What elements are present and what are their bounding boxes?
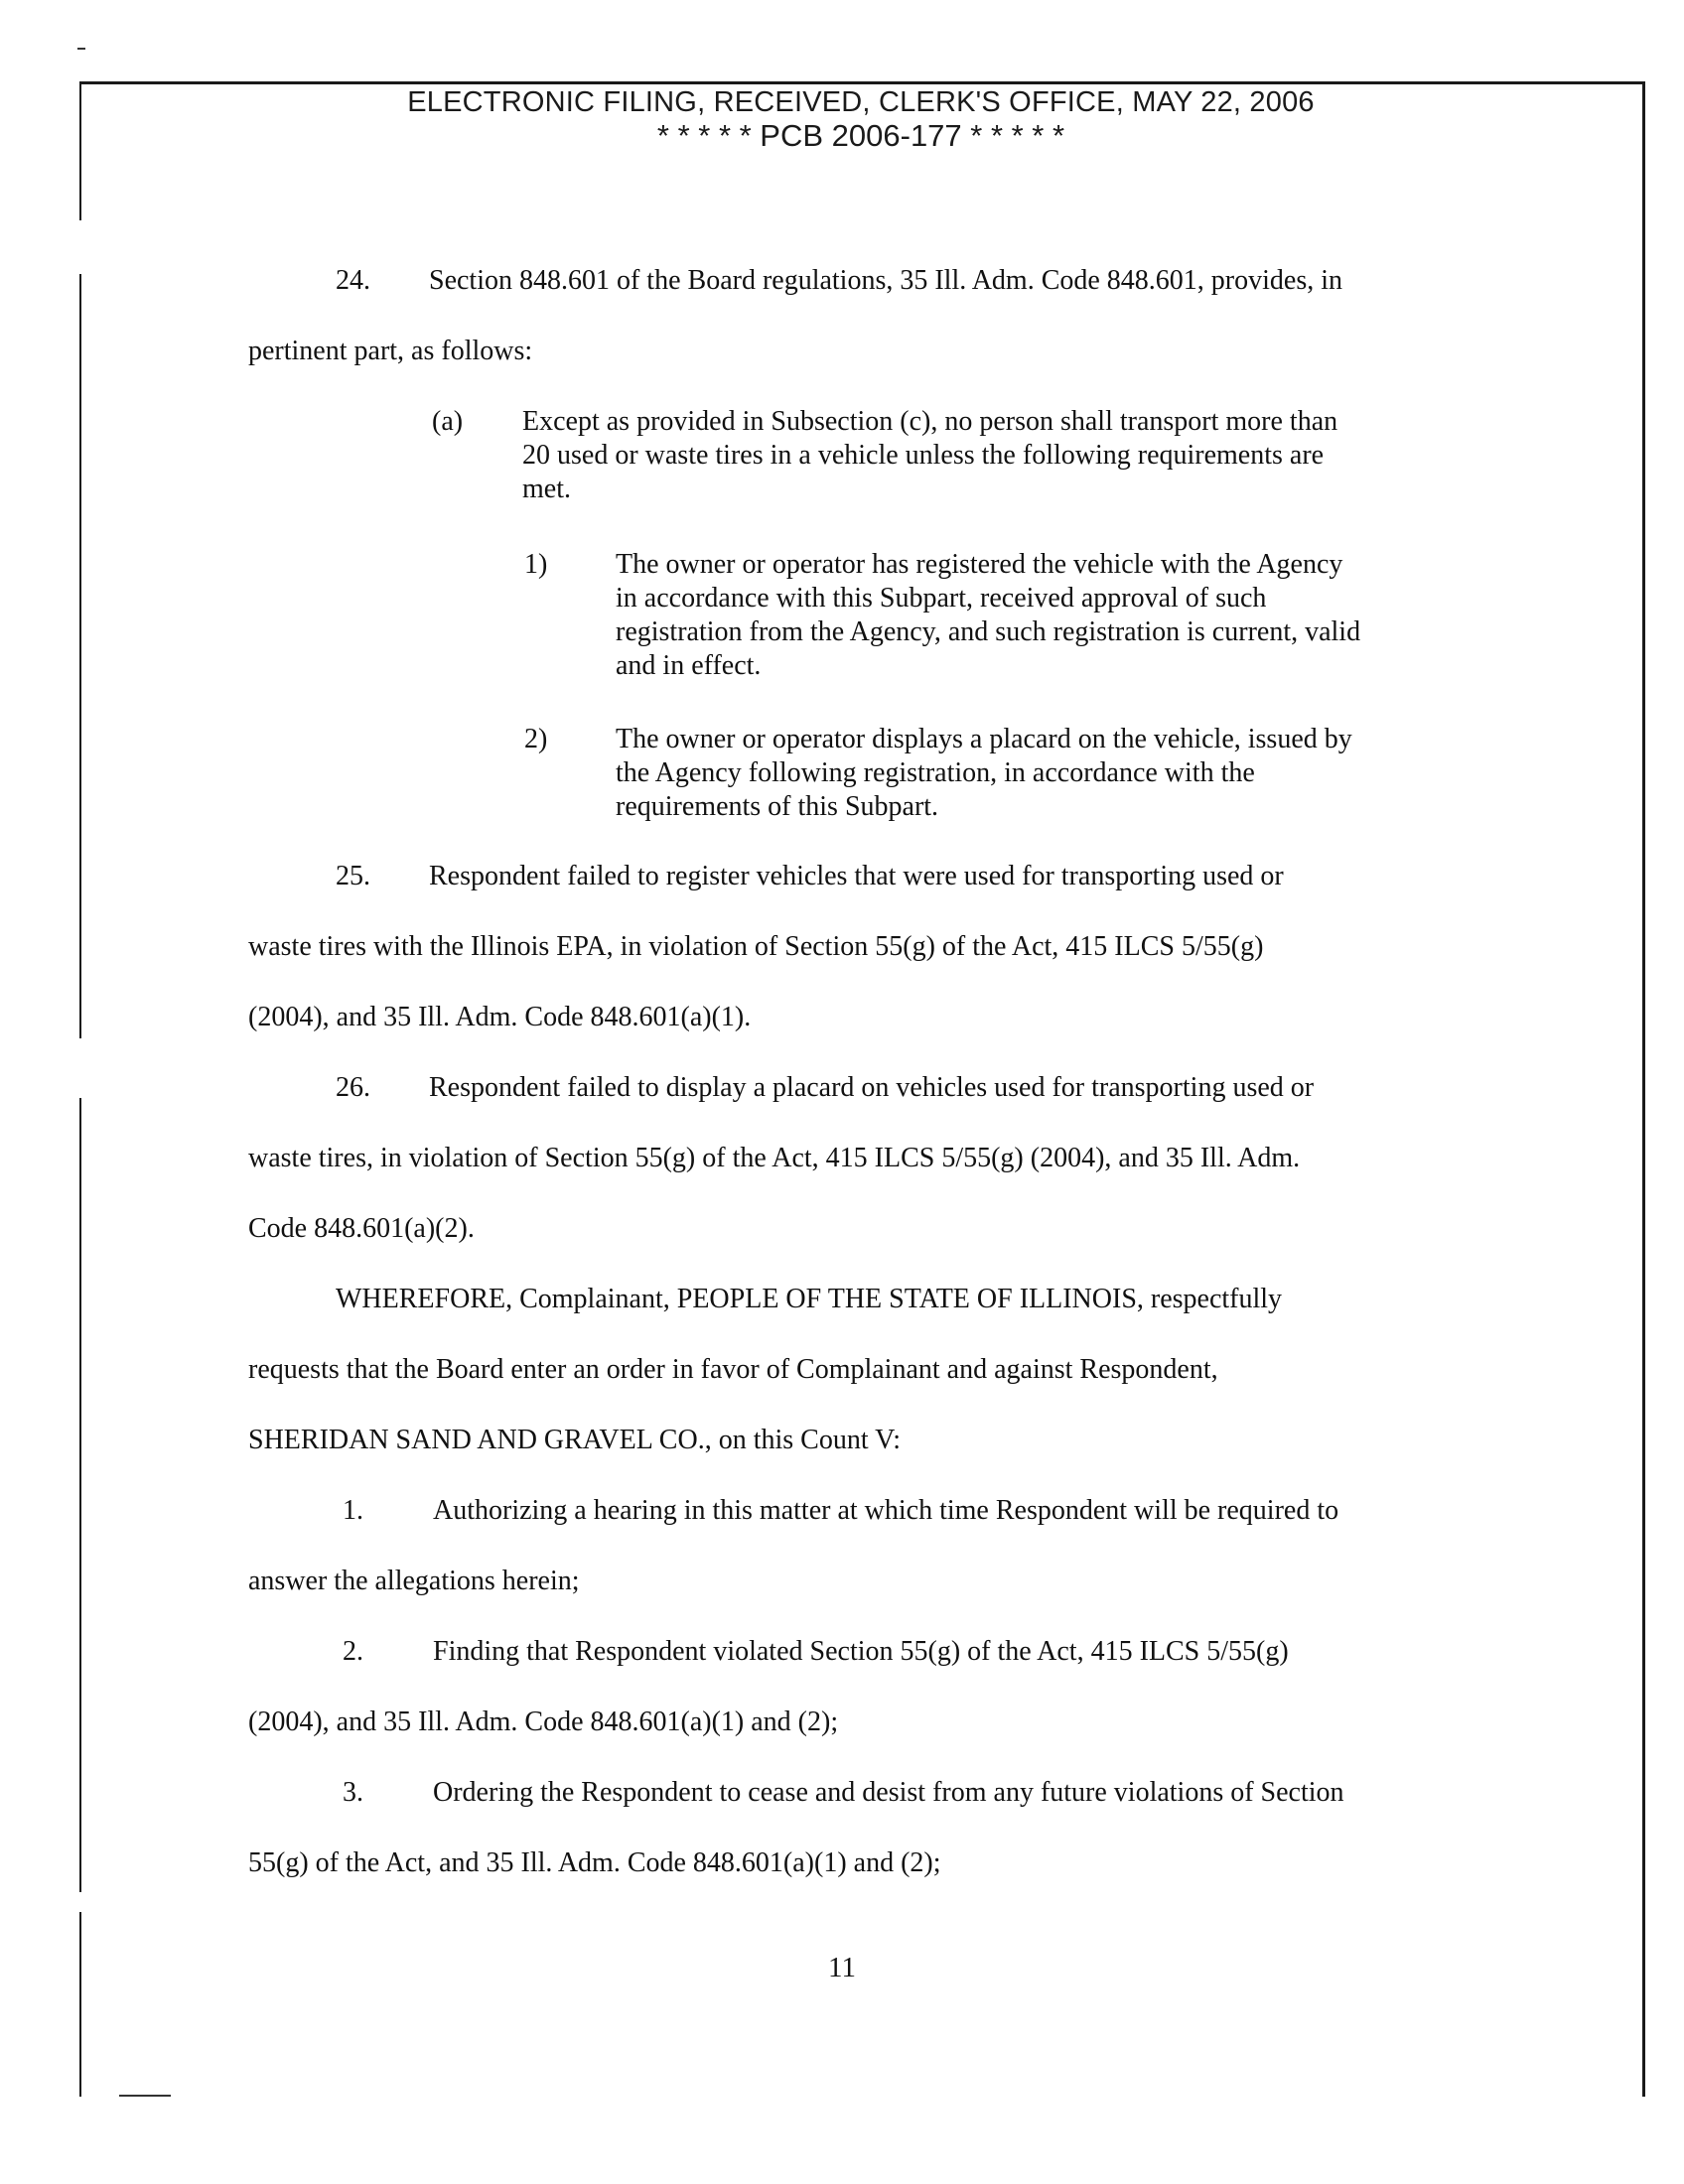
page-number: 11 xyxy=(828,1952,856,1983)
relief-2-line: Finding that Respondent violated Section 55(g) of the Act, 415 ILCS 5/55(g) xyxy=(433,1636,1289,1667)
paragraph-26-line: Code 848.601(a)(2). xyxy=(248,1213,475,1244)
paragraph-25-line: Respondent failed to register vehicles that were used for transporting used or xyxy=(429,861,1284,891)
quote-a-line: Except as provided in Subsection (c), no person shall transport more than xyxy=(522,406,1338,437)
relief-number: 2. xyxy=(343,1636,363,1667)
stamp-frame-right xyxy=(1642,81,1645,2097)
relief-2-line: (2004), and 35 Ill. Adm. Code 848.601(a)(1) and (2); xyxy=(248,1706,839,1737)
frame-left-segment xyxy=(79,1912,81,2097)
paragraph-26-line: waste tires, in violation of Section 55(g) of the Act, 415 ILCS 5/55(g) (2004), and 35 Ill. Adm. xyxy=(248,1143,1301,1173)
quote-label-a: (a) xyxy=(432,406,464,437)
relief-1-line: answer the allegations herein; xyxy=(248,1566,580,1596)
quote-label-1: 1) xyxy=(524,549,548,580)
wherefore-line: SHERIDAN SAND AND GRAVEL CO., on this Count V: xyxy=(248,1425,902,1455)
filing-header xyxy=(0,85,1684,153)
paragraph-25-line: (2004), and 35 Ill. Adm. Code 848.601(a)(1). xyxy=(248,1002,752,1032)
quote-a-line: met. xyxy=(522,474,571,504)
paragraph-number: 26. xyxy=(336,1072,370,1103)
relief-1-line: Authorizing a hearing in this matter at which time Respondent will be required to xyxy=(433,1495,1339,1526)
filing-header-line1: ELECTRONIC FILING, RECEIVED, CLERK'S OFFICE, MAY 22, 2006 xyxy=(407,86,1315,118)
paragraph-25-line: waste tires with the Illinois EPA, in violation of Section 55(g) of the Act, 415 ILCS 5/55(g) xyxy=(248,931,1264,962)
frame-left-segment xyxy=(79,274,81,1038)
quote-1-line: and in effect. xyxy=(616,650,762,681)
filing-header-line2: * * * * * PCB 2006-177 * * * * * xyxy=(656,118,1065,153)
quote-1-line: in accordance with this Subpart, received approval of such xyxy=(616,583,1267,614)
wherefore-line: WHEREFORE, Complainant, PEOPLE OF THE STATE OF ILLINOIS, respectfully xyxy=(336,1284,1283,1314)
quote-2-line: requirements of this Subpart. xyxy=(616,791,939,822)
quote-2-line: The owner or operator displays a placard on the vehicle, issued by xyxy=(616,724,1352,754)
quote-1-line: registration from the Agency, and such registration is current, valid xyxy=(616,616,1361,647)
quote-1-line: The owner or operator has registered the vehicle with the Agency xyxy=(616,549,1343,580)
relief-number: 1. xyxy=(343,1495,363,1526)
quote-a-line: 20 used or waste tires in a vehicle unless the following requirements are xyxy=(522,440,1325,471)
paragraph-26-line: Respondent failed to display a placard on vehicles used for transporting used or xyxy=(429,1072,1315,1103)
paragraph-number: 25. xyxy=(336,861,370,891)
paragraph-number: 24. xyxy=(336,265,370,296)
wherefore-line: requests that the Board enter an order in favor of Complainant and against Respondent, xyxy=(248,1354,1218,1385)
quote-2-line: the Agency following registration, in accordance with the xyxy=(616,757,1255,788)
quote-label-2: 2) xyxy=(524,724,548,754)
scan-mark xyxy=(77,48,85,50)
scan-mark xyxy=(119,2095,171,2097)
paragraph-24-line: Section 848.601 of the Board regulations, 35 Ill. Adm. Code 848.601, provides, in xyxy=(429,265,1343,296)
frame-left-segment xyxy=(79,1098,81,1892)
relief-3-line: Ordering the Respondent to cease and desist from any future violations of Section xyxy=(433,1777,1344,1808)
paragraph-24-line: pertinent part, as follows: xyxy=(248,336,533,366)
relief-number: 3. xyxy=(343,1777,363,1808)
relief-3-line: 55(g) of the Act, and 35 Ill. Adm. Code 848.601(a)(1) and (2); xyxy=(248,1847,941,1878)
stamp-frame-top xyxy=(79,81,1644,84)
